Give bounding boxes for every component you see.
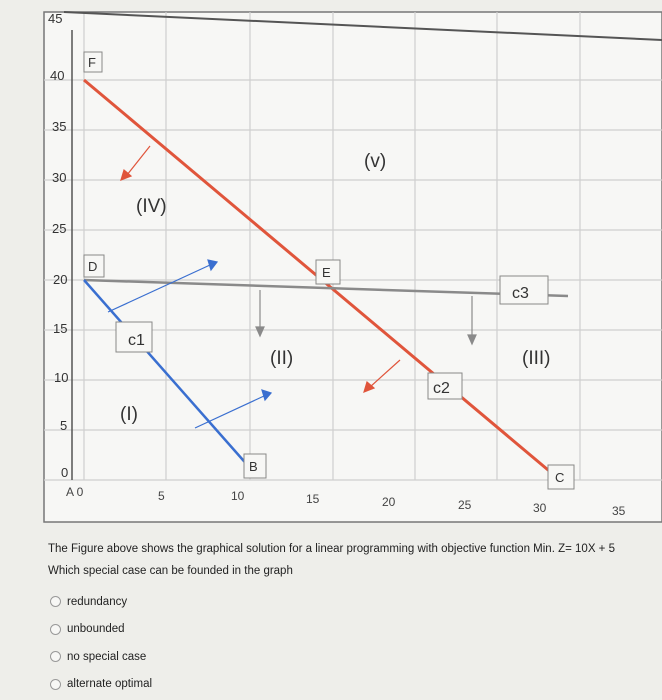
y-tick-40: 40 bbox=[50, 68, 65, 83]
y-tick-20: 20 bbox=[53, 272, 68, 287]
point-c3 bbox=[500, 276, 548, 304]
x-tick-20: 20 bbox=[382, 495, 396, 509]
y-tick-10: 10 bbox=[54, 370, 69, 385]
svg-text:D: D bbox=[88, 259, 98, 274]
svg-text:E: E bbox=[322, 265, 331, 280]
option-label: no special case bbox=[67, 650, 147, 663]
point-b bbox=[244, 454, 266, 478]
question-line-1: The Figure above shows the graphical solution for a linear programming with objective function Min. Z= 10X + 5 bbox=[48, 543, 615, 555]
point-c bbox=[548, 465, 574, 489]
option-alternate-optimal[interactable] bbox=[50, 671, 152, 699]
y-tick-0: 0 bbox=[61, 465, 69, 480]
radio-no-special-case[interactable] bbox=[50, 651, 61, 662]
radio-alternate-optimal[interactable] bbox=[50, 679, 61, 690]
x-tick-5: 5 bbox=[158, 489, 165, 503]
x-tick-15: 15 bbox=[306, 492, 320, 506]
svg-text:C: C bbox=[555, 470, 565, 485]
point-c1 bbox=[116, 322, 152, 352]
svg-text:c2: c2 bbox=[433, 380, 450, 397]
y-tick-15: 15 bbox=[53, 321, 68, 336]
point-c2 bbox=[428, 373, 462, 399]
region-iii-label: (III) bbox=[522, 348, 551, 369]
region-ii-label: (II) bbox=[270, 348, 294, 369]
x-tick-25: 25 bbox=[458, 498, 472, 512]
y-tick-35: 35 bbox=[52, 119, 67, 134]
point-d bbox=[84, 255, 104, 277]
svg-text:B: B bbox=[249, 459, 258, 474]
y-tick-45: 45 bbox=[48, 11, 63, 26]
option-label: unbounded bbox=[67, 623, 125, 636]
x-tick-10: 10 bbox=[231, 489, 245, 503]
radio-redundancy[interactable] bbox=[50, 596, 61, 607]
y-tick-25: 25 bbox=[52, 221, 67, 236]
svg-text:c1: c1 bbox=[128, 332, 145, 349]
y-tick-5: 5 bbox=[60, 418, 68, 433]
region-iv-label: (IV) bbox=[136, 196, 167, 217]
svg-text:c3: c3 bbox=[512, 285, 529, 302]
point-f bbox=[84, 52, 102, 72]
option-label: redundancy bbox=[67, 595, 128, 608]
question-line-2: Which special case can be founded in the graph bbox=[48, 565, 293, 577]
option-redundancy[interactable] bbox=[50, 588, 152, 616]
x-tick-35: 35 bbox=[612, 504, 626, 518]
svg-text:F: F bbox=[88, 55, 96, 70]
x-tick-30: 30 bbox=[533, 501, 547, 515]
option-no-special-case[interactable] bbox=[50, 643, 152, 671]
option-unbounded[interactable] bbox=[50, 616, 152, 644]
radio-unbounded[interactable] bbox=[50, 624, 61, 635]
point-e bbox=[316, 260, 340, 284]
region-v-label: (v) bbox=[364, 151, 387, 172]
origin-label: A 0 bbox=[66, 485, 84, 499]
y-tick-30: 30 bbox=[52, 170, 67, 185]
question-text bbox=[48, 538, 662, 582]
option-label: alternate optimal bbox=[67, 678, 153, 691]
region-i-label: (I) bbox=[120, 404, 138, 425]
answer-options bbox=[50, 588, 152, 698]
plot-area bbox=[44, 12, 662, 522]
